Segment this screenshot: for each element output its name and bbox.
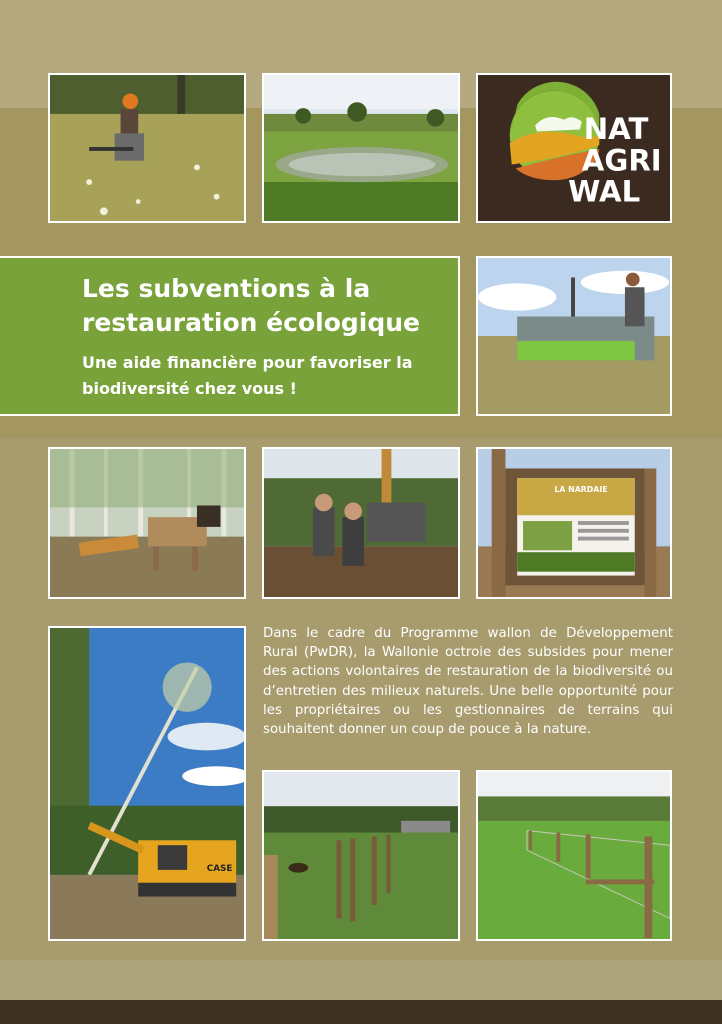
photo-pond: [262, 73, 460, 223]
photo-brushcutter-worker: [48, 73, 246, 223]
photo-draft-horse-logging: [48, 447, 246, 599]
photo-fenced-pasture: [476, 770, 672, 941]
photo-forestry-mulcher: [262, 447, 460, 599]
page-title: Les subventions à la restauration écologique: [82, 274, 420, 337]
photo-tree-felling-excavator: [48, 626, 246, 941]
natagriwal-logo: [476, 73, 672, 223]
logo-text-nat: NAT: [583, 112, 649, 147]
photo-mowing-machine: [476, 256, 672, 416]
footer-bar: [0, 1000, 722, 1024]
logo-text-wal: WAL: [568, 174, 641, 209]
sign-title: LA NARDAIE: [554, 484, 608, 494]
background-band-bottom: [0, 960, 722, 1000]
logo-text-agri: AGRI: [581, 143, 662, 178]
title-panel: [0, 256, 460, 416]
photo-fence-installation: [262, 770, 460, 941]
description-paragraph: Dans le cadre du Programme wallon de Développement Rural (PwDR), la Wallonie octroie des subsides pour mener des actions volontaires de restauration de la biodiversité ou d’entretien des milieux naturels. Une belle opportunité pour les propriétaires ou les gestionnaires de terrains qui souhaitent donner un coup de pouce à la nature.: [263, 626, 673, 738]
page-subtitle: Une aide financière pour favoriser la biodiversité chez vous !: [82, 353, 413, 398]
excavator-brand: CASE: [206, 863, 233, 874]
photo-information-sign: [476, 447, 672, 599]
